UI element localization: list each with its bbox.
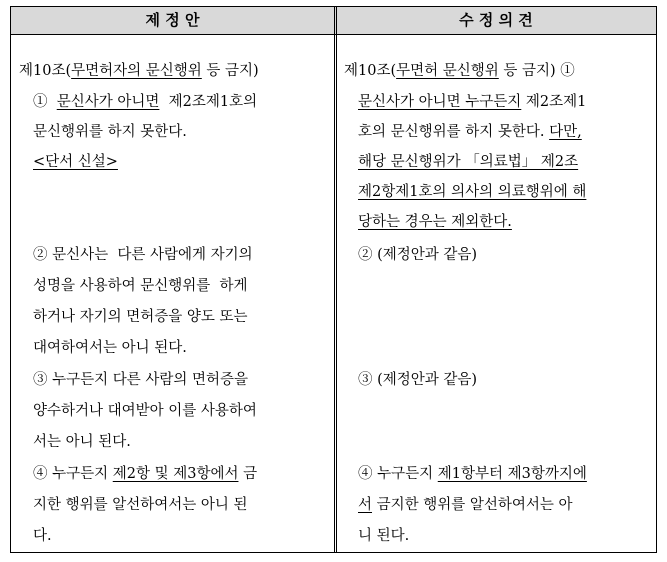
right-p3: ③ (제정안과 같음) <box>358 372 478 388</box>
left-p1-line2: 문신행위를 하지 못한다. <box>33 124 187 140</box>
left-p4-line2: 지한 행위를 알선하여서는 아니 된 <box>33 497 248 513</box>
right-p4-line2: 서 금지한 행위를 알선하여서는 아 <box>358 497 573 513</box>
right-p1-line2: 호의 문신행위를 하지 못한다. 다만, <box>358 124 582 140</box>
left-p3-line3: 서는 아니 된다. <box>33 434 131 450</box>
left-p4-line3: 다. <box>33 528 52 544</box>
right-article-heading: 제10조(무면허 문신행위 등 금지) ① <box>344 63 575 79</box>
header-left: 제 정 안 <box>145 11 200 29</box>
right-p2: ② (제정안과 같음) <box>358 247 478 263</box>
left-p3-line2: 양수하거나 대여받아 이를 사용하여 <box>33 403 257 419</box>
right-p4-line3: 니 된다. <box>358 528 410 544</box>
comparison-table <box>10 6 657 553</box>
left-p2-line3: 하거나 자기의 면허증을 양도 또는 <box>33 309 248 325</box>
left-p2-line2: 성명을 사용하여 문신행위를 하게 <box>33 278 248 294</box>
left-p2-line4: 대여하여서는 아니 된다. <box>33 340 187 356</box>
right-p4-line1: ④ 누구든지 제1항부터 제3항까지에 <box>358 466 587 482</box>
left-article-heading: 제10조(무면허자의 문신행위 등 금지) <box>19 63 259 79</box>
right-p1-line5: 당하는 경우는 제외한다. <box>358 214 512 230</box>
left-p4-line1: ④ 누구든지 제2항 및 제3항에서 금 <box>33 466 258 482</box>
left-p1-line1: ① 문신사가 아니면 제2조제1호의 <box>33 94 258 110</box>
column-divider-2 <box>336 7 337 552</box>
header-right: 수 정 의 견 <box>459 11 533 29</box>
column-divider <box>334 7 335 552</box>
right-p1-line3: 해당 문신행위가 「의료법」 제2조 <box>358 154 579 170</box>
left-p3-line1: ③ 누구든지 다른 사람의 면허증을 <box>33 372 249 388</box>
right-p1-line4: 제2항제1호의 의사의 의료행위에 해 <box>358 184 587 200</box>
right-p1-line1: 문신사가 아니면 누구든지 제2조제1 <box>358 94 587 110</box>
left-p1-note: <단서 신설> <box>33 154 118 170</box>
left-p2-line1: ② 문신사는 다른 사람에게 자기의 <box>33 247 253 263</box>
